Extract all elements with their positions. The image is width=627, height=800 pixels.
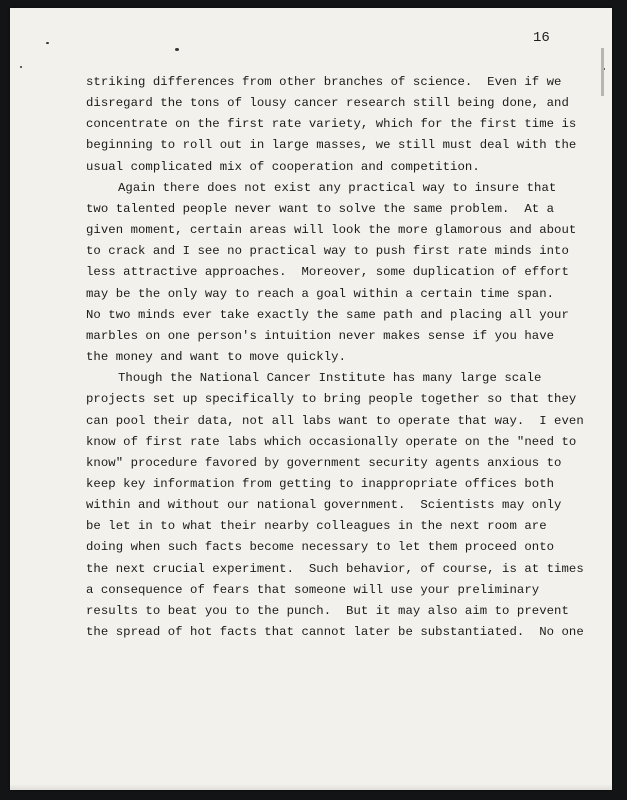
text-line: Again there does not exist any practical way to insure that: [118, 180, 557, 195]
margin-mark: [601, 48, 604, 96]
text-line: the money and want to move quickly.: [86, 350, 347, 365]
text-line: within and without our national government. Scientists may only: [86, 498, 562, 513]
text-line: Though the National Cancer Institute has many large scale: [118, 371, 542, 386]
text-line: keep key information from getting to inappropriate offices both: [86, 476, 555, 491]
text-line: concentrate on the first rate variety, which for the first time is: [86, 117, 577, 132]
text-line: disregard the tons of lousy cancer research still being done, and: [86, 96, 569, 111]
text-line: results to beat you to the punch. But it may also aim to prevent: [86, 603, 569, 618]
text-line: two talented people never want to solve the same problem. At a: [86, 201, 555, 216]
text-line: less attractive approaches. Moreover, some duplication of effort: [86, 265, 569, 280]
ink-speck: [20, 66, 22, 68]
text-line: striking differences from other branches of science. Even if we: [86, 75, 562, 89]
text-line: beginning to roll out in large masses, we still must deal with the: [86, 138, 577, 153]
text-line: given moment, certain areas will look the more glamorous and about: [86, 223, 577, 238]
text-line: marbles on one person's intuition never makes sense if you have: [86, 328, 555, 343]
text-line: a consequence of fears that someone will use your preliminary: [86, 582, 540, 597]
page-bottom-shadow: [10, 784, 612, 790]
text-line: the next crucial experiment. Such behavior, of course, is at times: [86, 561, 584, 576]
text-line: know" procedure favored by government security agents anxious to: [86, 455, 562, 470]
paragraph-1: [86, 72, 596, 178]
text-line: the spread of hot facts that cannot later be substantiated. No one: [86, 625, 584, 640]
text-line: projects set up specifically to bring people together so that they: [86, 392, 577, 407]
ink-speck: [46, 42, 49, 44]
body-text: [86, 72, 596, 643]
paragraph-2: [86, 178, 596, 368]
text-line: doing when such facts become necessary to let them proceed onto: [86, 540, 555, 555]
paragraph-3: [86, 368, 596, 643]
text-line: be let in to what their nearby colleagues in the next room are: [86, 519, 547, 534]
text-line: can pool their data, not all labs want to operate that way. I even: [86, 413, 584, 428]
ink-speck: [175, 48, 179, 51]
text-line: to crack and I see no practical way to push first rate minds into: [86, 244, 569, 259]
text-line: usual complicated mix of cooperation and competition.: [86, 159, 480, 174]
page-number: 16: [533, 30, 550, 46]
document-page: [10, 8, 612, 790]
text-line: know of first rate labs which occasionally operate on the "need to: [86, 434, 577, 449]
text-line: may be the only way to reach a goal within a certain time span.: [86, 286, 555, 301]
text-line: No two minds ever take exactly the same path and placing all your: [86, 307, 569, 322]
